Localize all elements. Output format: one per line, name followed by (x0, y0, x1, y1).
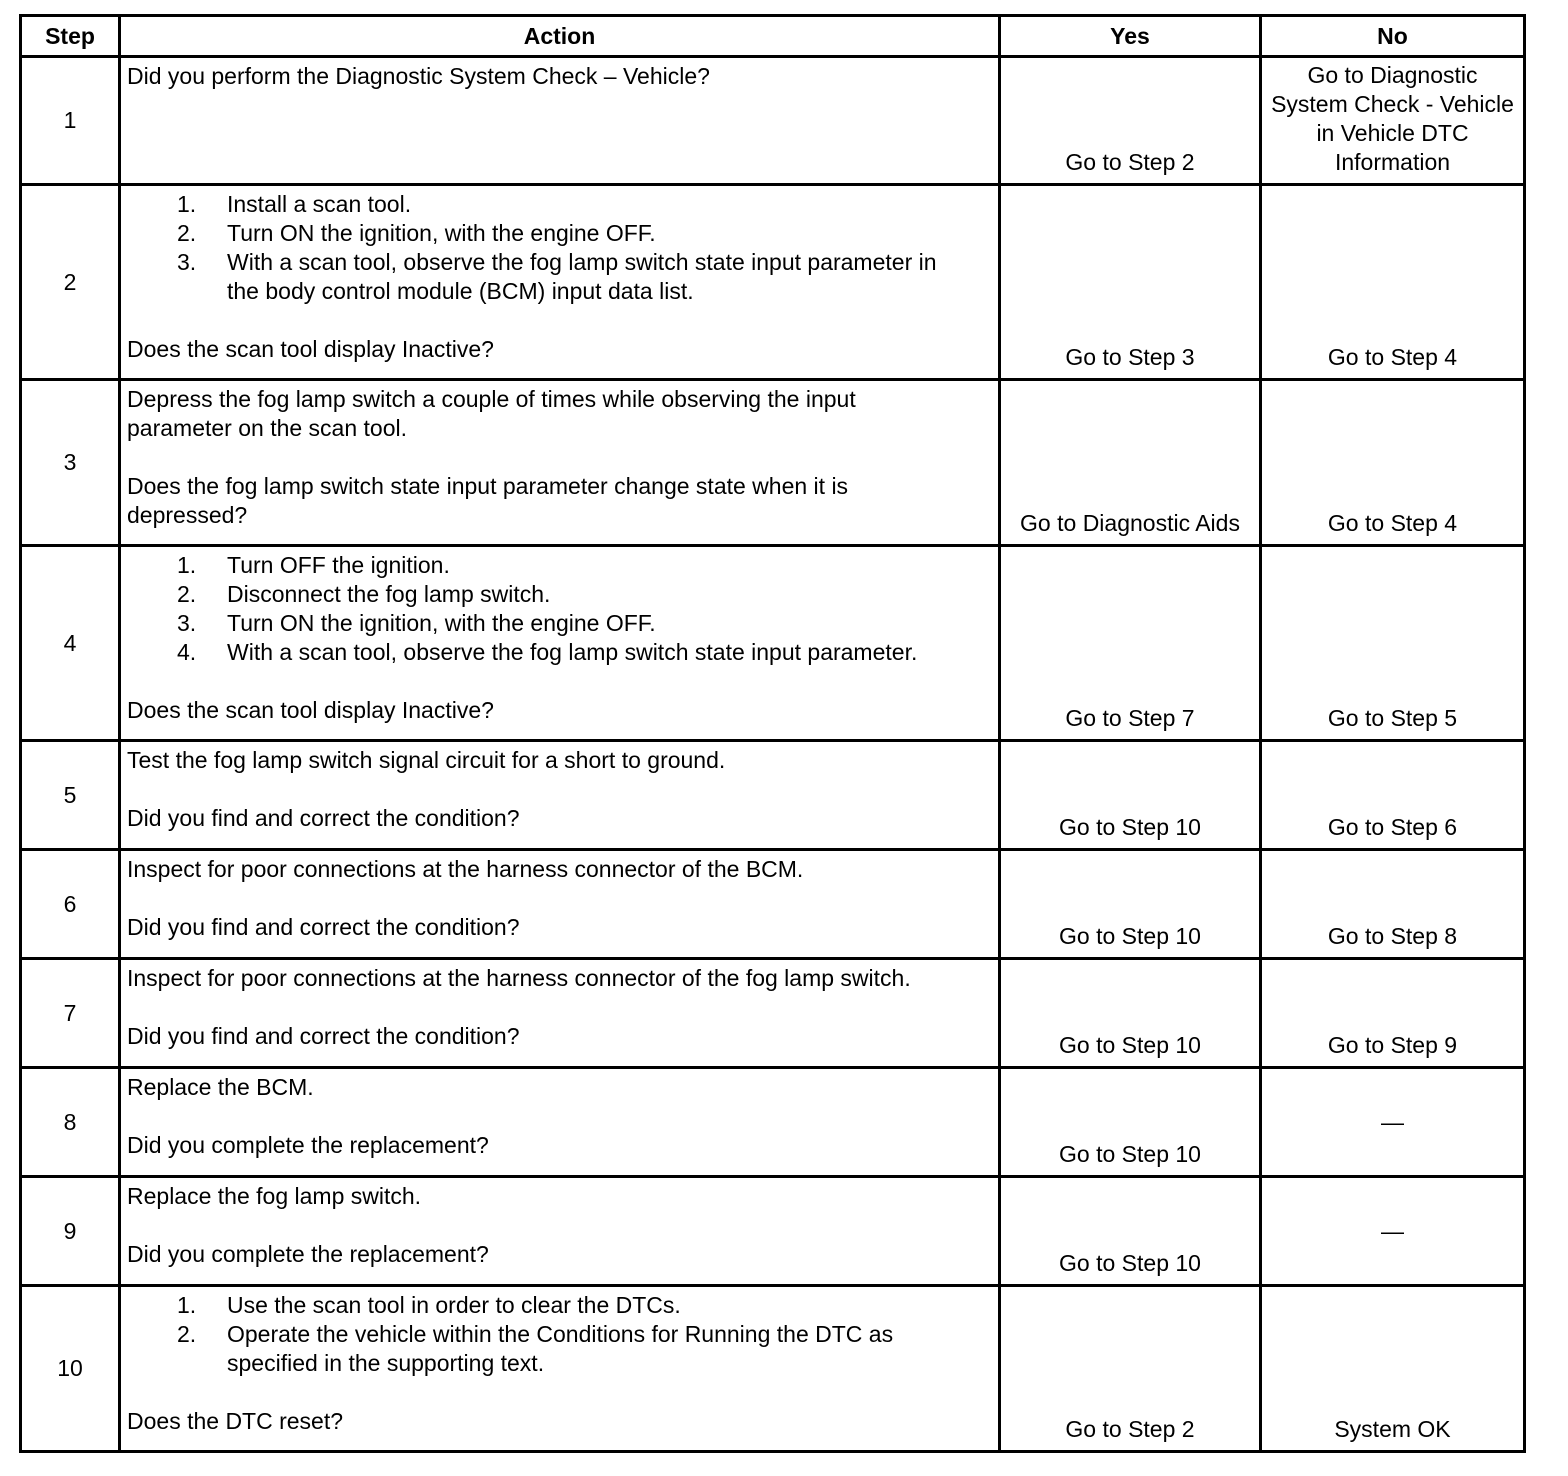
yes-result: Go to Step 10 (1000, 1177, 1261, 1286)
list-item-number: 3. (177, 249, 197, 275)
table-row (21, 1068, 1525, 1177)
step-number: 6 (21, 850, 120, 959)
action-cell (120, 57, 1000, 185)
action-question: Did you complete the replacement? (127, 1132, 489, 1158)
table-row (21, 741, 1525, 850)
list-item-text: Use the scan tool in order to clear the DTCs. (227, 1292, 681, 1318)
step-number: 1 (21, 57, 120, 185)
table-row (21, 1177, 1525, 1286)
action-steps-list (127, 1291, 992, 1378)
list-item-number: 2. (177, 220, 197, 246)
yes-result: Go to Step 2 (1000, 57, 1261, 185)
list-item-text: Turn ON the ignition, with the engine OFF. (227, 610, 656, 636)
action-cell (120, 741, 1000, 850)
table-row (21, 959, 1525, 1068)
action-cell (120, 185, 1000, 380)
table-row (21, 1286, 1525, 1452)
action-text: Depress the fog lamp switch a couple of times while observing the input parameter on the scan tool. (127, 386, 856, 441)
action-steps-list (127, 551, 992, 667)
yes-result: Go to Step 10 (1000, 850, 1261, 959)
no-result: Go to Step 8 (1261, 850, 1525, 959)
action-question: Did you find and correct the condition? (127, 914, 520, 940)
table-row (21, 546, 1525, 741)
step-number: 4 (21, 546, 120, 741)
action-cell (120, 1177, 1000, 1286)
action-cell (120, 380, 1000, 546)
list-item (127, 551, 992, 580)
header-step: Step (21, 16, 120, 57)
action-cell (120, 850, 1000, 959)
no-result: Go to Step 9 (1261, 959, 1525, 1068)
yes-result: Go to Diagnostic Aids (1000, 380, 1261, 546)
yes-result: Go to Step 10 (1000, 959, 1261, 1068)
action-text: Inspect for poor connections at the harness connector of the fog lamp switch. (127, 965, 911, 991)
action-text: Did you perform the Diagnostic System Check – Vehicle? (127, 63, 710, 89)
no-result: System OK (1261, 1286, 1525, 1452)
header-no: No (1261, 16, 1525, 57)
list-item (127, 1291, 992, 1320)
list-item-number: 1. (177, 191, 197, 217)
action-question: Does the scan tool display Inactive? (127, 336, 494, 362)
action-text: Replace the fog lamp switch. (127, 1183, 422, 1209)
step-number: 10 (21, 1286, 120, 1452)
action-question: Did you find and correct the condition? (127, 805, 520, 831)
yes-result: Go to Step 7 (1000, 546, 1261, 741)
no-result: Go to Step 5 (1261, 546, 1525, 741)
header-row (21, 16, 1525, 57)
no-result: Go to Step 4 (1261, 185, 1525, 380)
no-result: — (1261, 1068, 1525, 1177)
yes-result: Go to Step 2 (1000, 1286, 1261, 1452)
no-result: Go to Step 4 (1261, 380, 1525, 546)
action-cell (120, 959, 1000, 1068)
no-result: Go to Diagnostic System Check - Vehicle in Vehicle DTC Information (1261, 57, 1525, 185)
action-cell (120, 1068, 1000, 1177)
list-item-text: With a scan tool, observe the fog lamp switch state input parameter. (227, 639, 918, 665)
no-result: Go to Step 6 (1261, 741, 1525, 850)
step-number: 9 (21, 1177, 120, 1286)
action-question: Did you find and correct the condition? (127, 1023, 520, 1049)
step-number: 3 (21, 380, 120, 546)
list-item (127, 638, 992, 667)
list-item-text: Turn ON the ignition, with the engine OFF. (227, 220, 656, 246)
action-cell (120, 1286, 1000, 1452)
list-item-text: With a scan tool, observe the fog lamp switch state input parameter in the body control module (BCM) input data list. (227, 249, 937, 304)
step-number: 8 (21, 1068, 120, 1177)
yes-result: Go to Step 3 (1000, 185, 1261, 380)
diagnostic-table (19, 14, 1526, 1453)
list-item (127, 219, 992, 248)
list-item (127, 609, 992, 638)
list-item-text: Disconnect the fog lamp switch. (227, 581, 551, 607)
list-item-number: 1. (177, 1292, 197, 1318)
list-item (127, 580, 992, 609)
no-result: — (1261, 1177, 1525, 1286)
action-question: Does the scan tool display Inactive? (127, 697, 494, 723)
list-item (127, 248, 992, 306)
list-item-number: 4. (177, 639, 197, 665)
yes-result: Go to Step 10 (1000, 741, 1261, 850)
list-item-number: 1. (177, 552, 197, 578)
action-text: Replace the BCM. (127, 1074, 314, 1100)
action-cell (120, 546, 1000, 741)
step-number: 2 (21, 185, 120, 380)
list-item-number: 2. (177, 1321, 197, 1347)
action-steps-list (127, 190, 992, 306)
list-item-number: 3. (177, 610, 197, 636)
list-item-number: 2. (177, 581, 197, 607)
table-row (21, 380, 1525, 546)
header-action: Action (120, 16, 1000, 57)
step-number: 5 (21, 741, 120, 850)
action-text: Inspect for poor connections at the harness connector of the BCM. (127, 856, 804, 882)
table-row (21, 57, 1525, 185)
list-item (127, 1320, 992, 1378)
list-item (127, 190, 992, 219)
action-question: Does the fog lamp switch state input parameter change state when it is depressed? (127, 473, 849, 528)
step-number: 7 (21, 959, 120, 1068)
yes-result: Go to Step 10 (1000, 1068, 1261, 1177)
table-row (21, 850, 1525, 959)
action-question: Does the DTC reset? (127, 1408, 344, 1434)
list-item-text: Operate the vehicle within the Conditions for Running the DTC as specified in the supporting text. (227, 1321, 894, 1376)
action-question: Did you complete the replacement? (127, 1241, 489, 1267)
list-item-text: Install a scan tool. (227, 191, 412, 217)
action-text: Test the fog lamp switch signal circuit for a short to ground. (127, 747, 726, 773)
header-yes: Yes (1000, 16, 1261, 57)
list-item-text: Turn OFF the ignition. (227, 552, 450, 578)
table-row (21, 185, 1525, 380)
